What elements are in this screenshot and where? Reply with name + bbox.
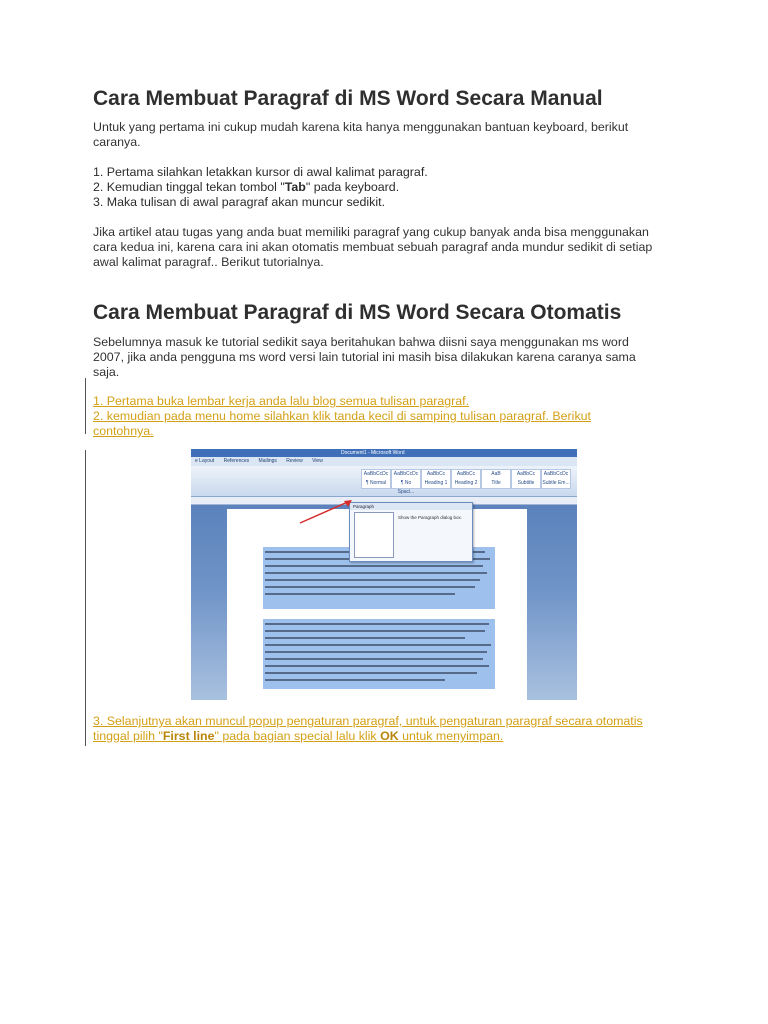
tooltip-preview: [354, 512, 394, 558]
text-line: [265, 637, 465, 639]
step-2: 2. Kemudian tinggal tekan tombol "Tab" pada keyboard.: [93, 180, 400, 194]
text-line: [265, 565, 483, 567]
section1-steps: [93, 165, 653, 210]
style-gallery-item: AaBbCc Heading 1: [421, 469, 451, 489]
style-gallery-item: AaBbCc Subtitle: [511, 469, 541, 489]
article: [93, 86, 653, 439]
text-line: [265, 658, 483, 660]
tooltip-title: Paragraph: [350, 503, 472, 510]
step-link-3[interactable]: 3. Selanjutnya akan muncul popup pengaturan paragraf, untuk pengaturan paragraf secara otomatis tinggal pilih "First line" pada bagian special lalu klik OK untuk menyimpan.: [93, 714, 643, 743]
section1-outro: Jika artikel atau tugas yang anda buat memiliki paragraf yang cukup banyak anda bisa menggunakan cara kedua ini, karena cara ini akan otomatis membuat sebuah paragraf anda mundur sedikit di setiap awal kalimat paragraf.. Berikut tutorialnya.: [93, 225, 653, 269]
text-line: [265, 679, 445, 681]
tab: e Layout: [195, 458, 215, 464]
text-line: [265, 579, 480, 581]
text-line: [265, 665, 489, 667]
style-gallery-item: AaBbCc Heading 2: [451, 469, 481, 489]
step-link-2[interactable]: 2. kemudian pada menu home silahkan klik tanda kecil di samping tulisan paragraf. Berikut contohnya.: [93, 409, 591, 438]
style-gallery-item: AaBbCcDc Subtle Em...: [541, 469, 571, 489]
text-line: [265, 593, 455, 595]
style-gallery-item: AaBbCcDc ¶ No Spaci...: [391, 469, 421, 489]
section2-intro: Sebelumnya masuk ke tutorial sedikit saya beritahukan bahwa diisni saya menggunakan ms word 2007, jika anda pengguna ms word versi lain tutorial ini masih bisa dilakukan karena caranya sama saja.: [93, 335, 636, 379]
red-arrow-icon: [296, 497, 356, 527]
step-link-1[interactable]: 1. Pertama buka lembar kerja anda lalu blog semua tulisan paragraf.: [93, 394, 470, 408]
text-line: [265, 623, 489, 625]
text-line: [265, 586, 475, 588]
text-line: [265, 572, 487, 574]
tab: Review: [286, 458, 303, 464]
text-line: [265, 630, 485, 632]
step-3: 3. Maka tulisan di awal paragraf akan muncur sedikit.: [93, 195, 386, 209]
tab: View: [312, 458, 323, 464]
tab: Mailings: [258, 458, 277, 464]
word-screenshot: [191, 449, 577, 700]
step-3-container: [93, 714, 653, 744]
section2-links: [93, 394, 653, 439]
window-title: Document1 - Microsoft Word: [341, 450, 405, 456]
section1-intro: Untuk yang pertama ini cukup mudah karena kita hanya menggunakan bantuan keyboard, berikut caranya.: [93, 120, 629, 149]
text-line: [265, 672, 477, 674]
style-gallery-item: AaBbCcDc ¶ Normal: [361, 469, 391, 489]
window-titlebar: [191, 449, 577, 457]
tooltip-text: Show the Paragraph dialog box.: [398, 515, 463, 520]
ribbon: [191, 466, 577, 497]
text-line: [265, 651, 487, 653]
text-line: [265, 644, 491, 646]
style-gallery-item: AaB Title: [481, 469, 511, 489]
paragraph-tooltip: [349, 502, 473, 562]
step-1: 1. Pertama silahkan letakkan kursor di awal kalimat paragraf.: [93, 165, 428, 179]
section1-title: Cara Membuat Paragraf di MS Word Secara Manual: [93, 87, 603, 110]
section2-title: Cara Membuat Paragraf di MS Word Secara Otomatis: [93, 301, 622, 324]
tab: References: [223, 458, 250, 464]
quote-bar: [85, 378, 86, 434]
quote-bar: [85, 450, 86, 746]
ribbon-tabs: [191, 457, 577, 466]
